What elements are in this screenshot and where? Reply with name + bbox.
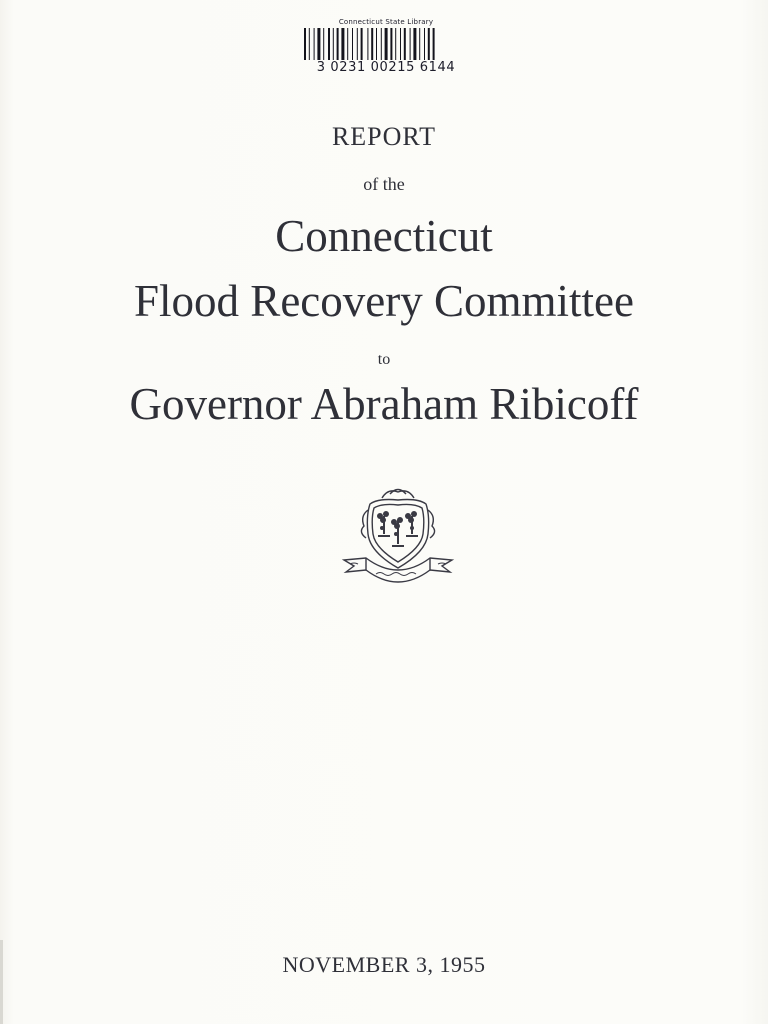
barcode-icon <box>304 28 468 60</box>
title-connecticut: Connecticut <box>275 211 493 261</box>
report-date: NOVEMBER 3, 1955 <box>282 952 486 977</box>
title-governor: Governor Abraham Ribicoff <box>129 379 639 429</box>
barcode-number: 3 0231 00215 6144 <box>316 60 456 75</box>
title-committee: Flood Recovery Committee <box>134 276 634 326</box>
library-name: Connecticut State Library <box>338 18 434 26</box>
report-heading: REPORT <box>331 122 437 151</box>
of-the-text: of the <box>363 174 405 194</box>
to-text: to <box>377 351 391 368</box>
library-barcode-label <box>296 18 476 80</box>
connecticut-state-seal-icon <box>338 486 458 596</box>
